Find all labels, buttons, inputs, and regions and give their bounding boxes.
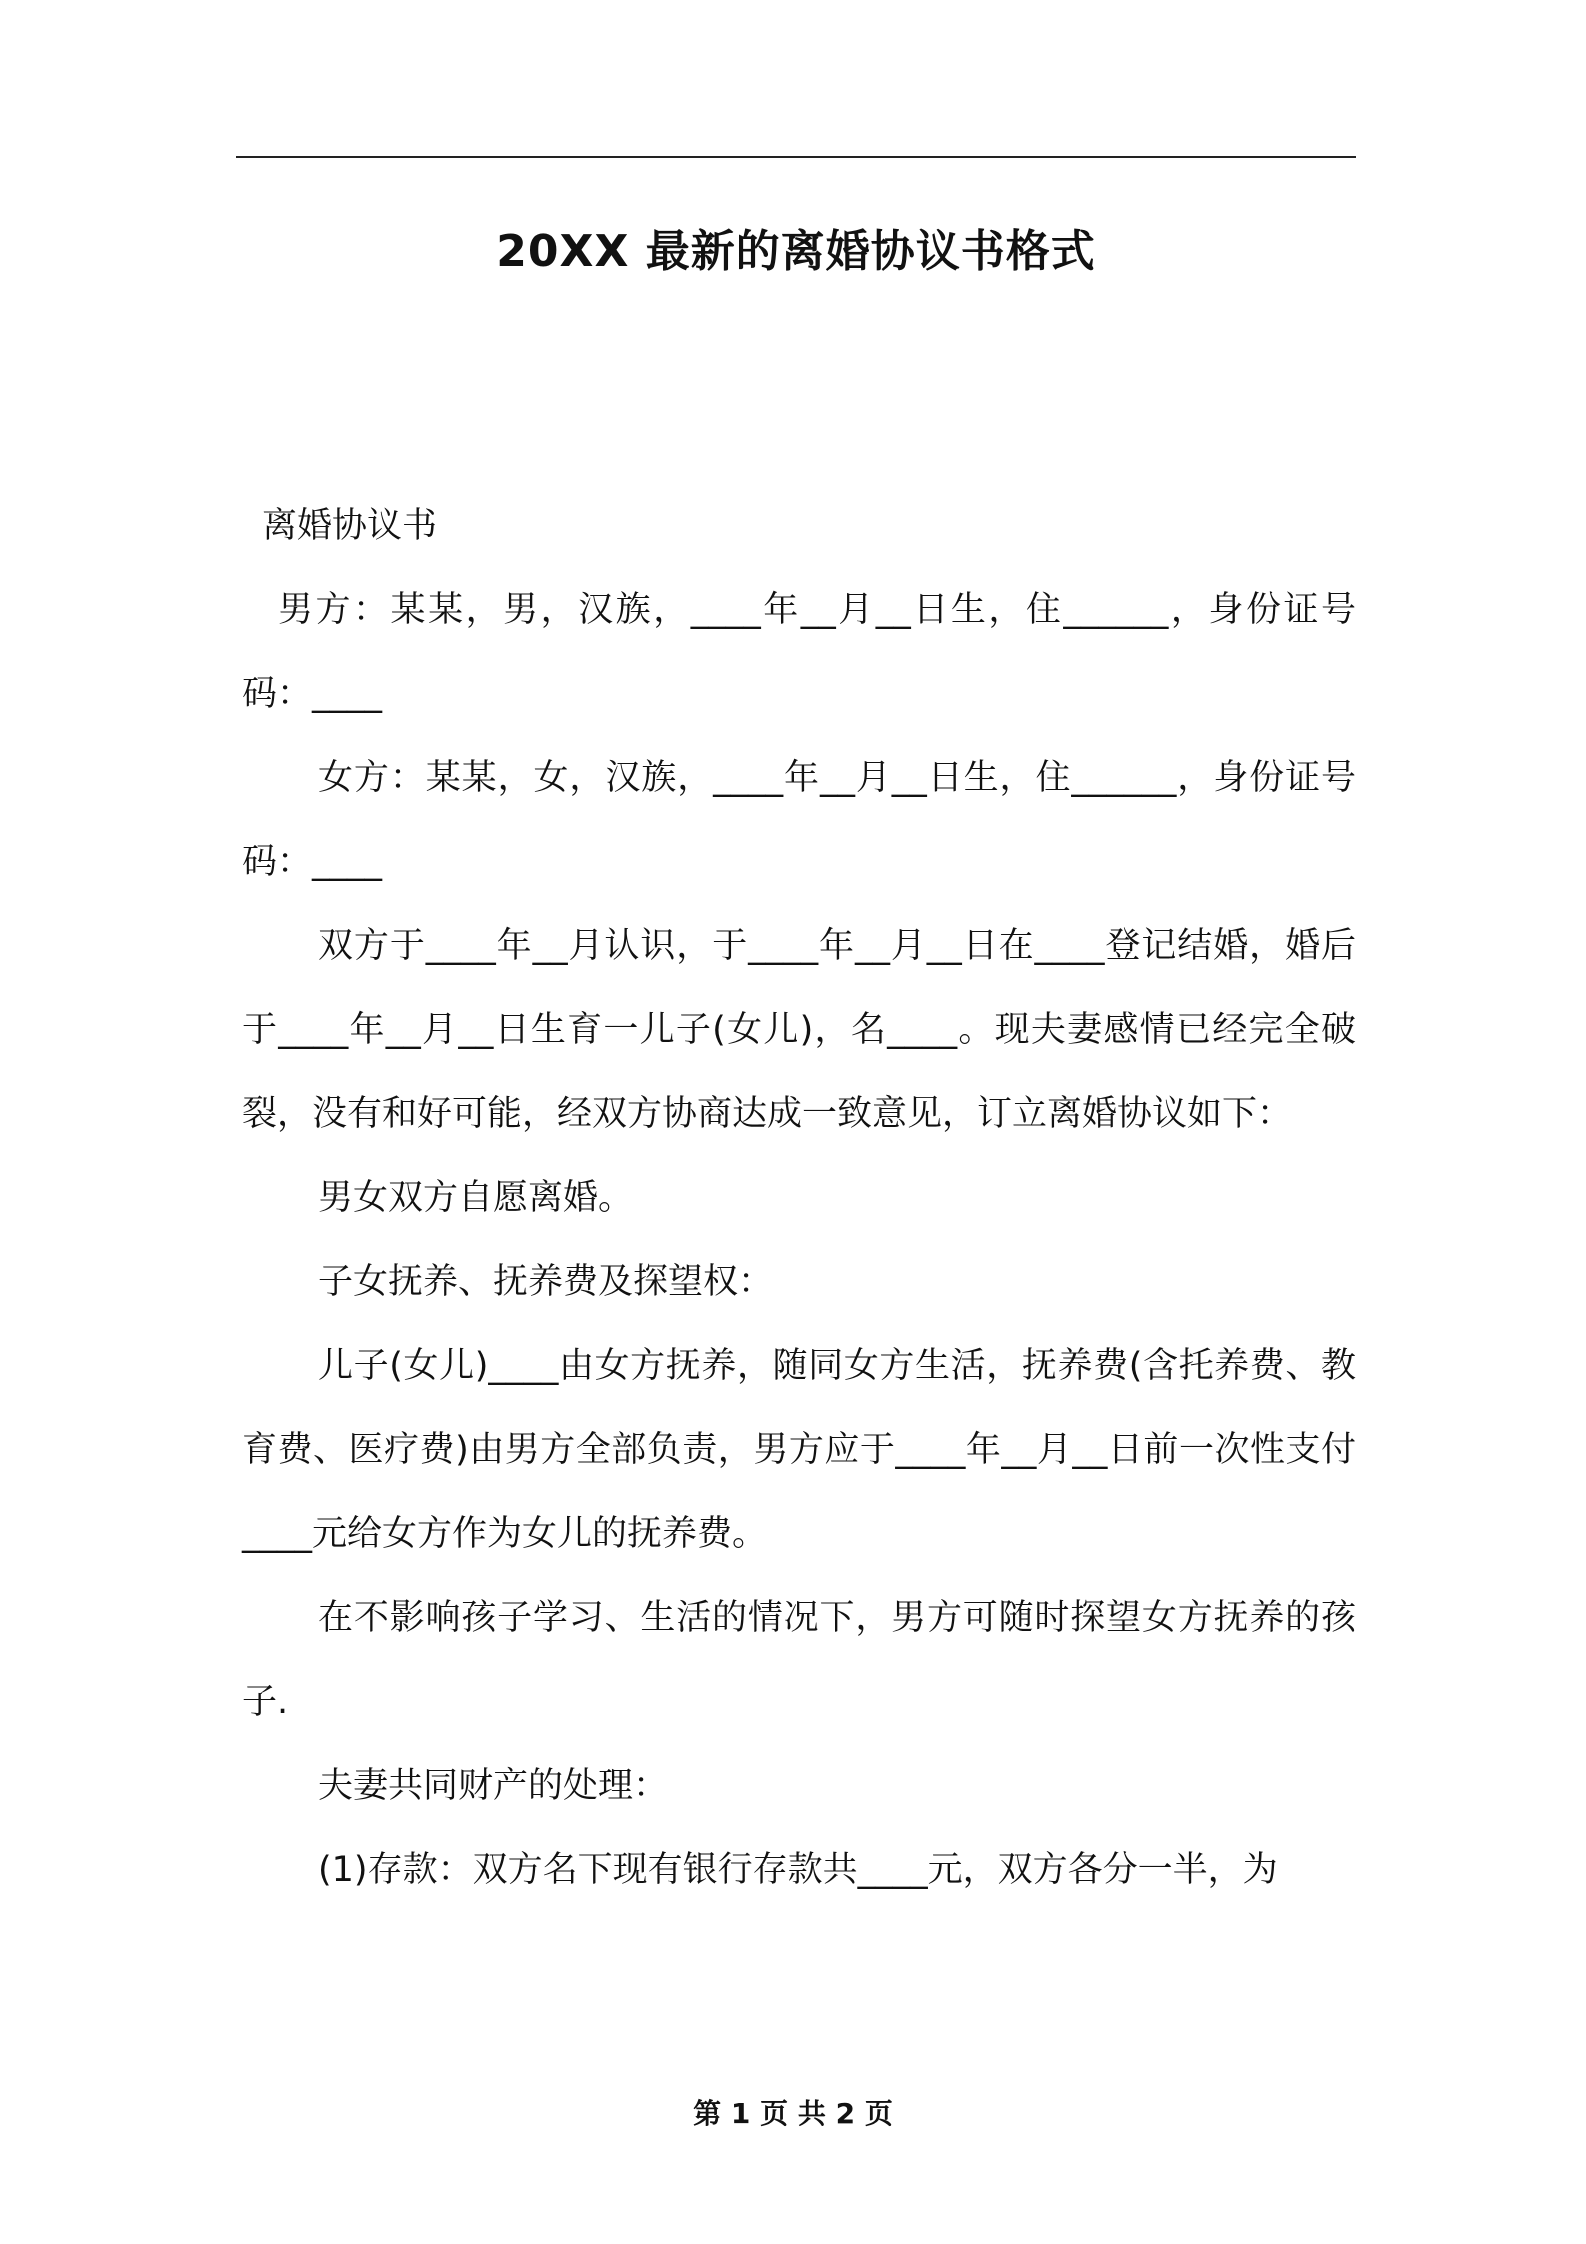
header-rule (236, 156, 1356, 158)
section-heading: 离婚协议书 (262, 506, 438, 546)
paragraph-male-party: 男方：某某，男，汉族，____年__月__日生，住______，身份证号码：____ (242, 590, 1356, 714)
paragraph-child-custody-heading: 子女抚养、抚养费及探望权： (318, 1262, 774, 1302)
paragraph-background: 双方于____年__月认识，于____年__月__日在____登记结婚，婚后于____年__月__日生育一儿子(女儿)，名____。现夫妻感情已经完全破裂，没有和好可能，经双方协商达成一致意见，订立离婚协议如下： (242, 926, 1356, 1134)
paragraph-property-heading: 夫妻共同财产的处理： (318, 1766, 669, 1806)
paragraph-deposits: (1)存款：双方名下现有银行存款共____元，双方各分一半，为 (318, 1850, 1278, 1890)
paragraph-child-support: 儿子(女儿)____由女方抚养，随同女方生活，抚养费(含托养费、教育费、医疗费)由男方全部负责，男方应于____年__月__日前一次性支付____元给女方作为女儿的抚养费。 (242, 1346, 1356, 1554)
document-title: 20XX 最新的离婚协议书格式 (496, 226, 1096, 277)
paragraph-visitation: 在不影响孩子学习、生活的情况下，男方可随时探望女方抚养的孩子. (242, 1598, 1356, 1722)
paragraph-voluntary-divorce: 男女双方自愿离婚。 (318, 1178, 634, 1218)
paragraph-female-party: 女方：某某，女，汉族，____年__月__日生，住______，身份证号码：____ (242, 758, 1356, 882)
page-number: 第 1 页 共 2 页 (693, 2097, 893, 2130)
document-body (242, 484, 1356, 1912)
